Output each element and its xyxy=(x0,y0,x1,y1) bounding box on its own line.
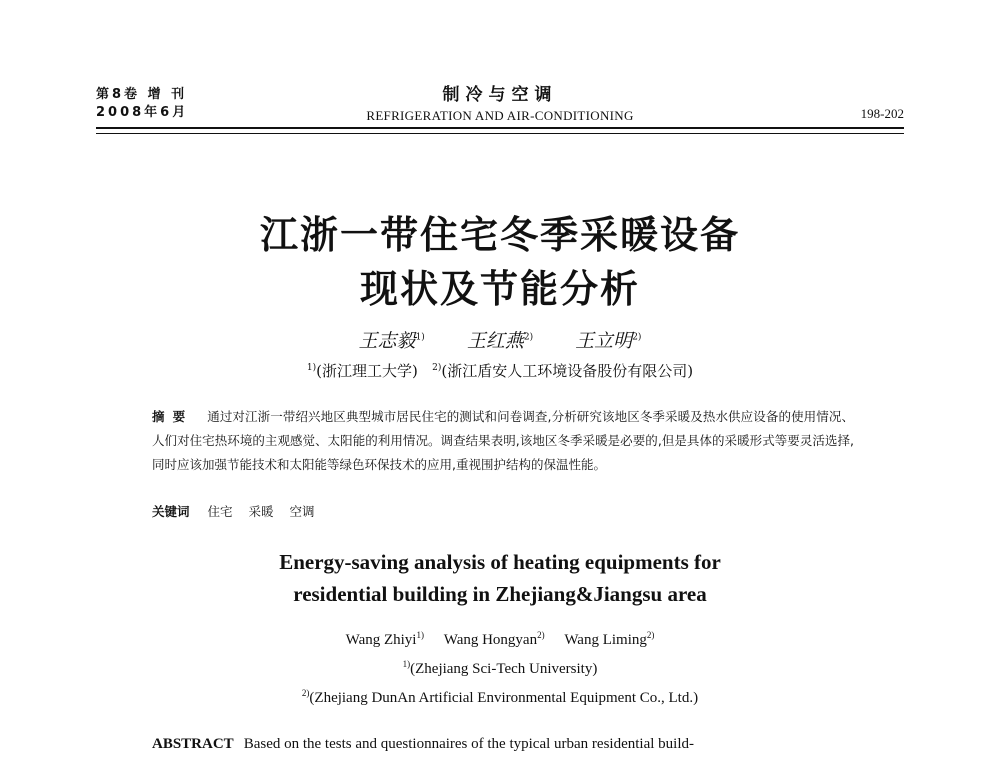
page-range: 198-202 xyxy=(860,106,904,121)
title-en-line-2: residential building in Zhejiang&Jiangsu area xyxy=(293,582,707,606)
keyword: 空调 xyxy=(289,504,315,519)
keyword: 采暖 xyxy=(248,504,274,519)
title-cn-line-2: 现状及节能分析 xyxy=(359,267,640,311)
abstract-en xyxy=(152,736,854,753)
paper-title-en xyxy=(0,546,1000,610)
affiliation-cn-2: (浙江盾安人工环境设备股份有限公司) xyxy=(441,362,694,380)
abstract-en-text: Based on the tests and questionnaires of the typical urban residential build- xyxy=(243,736,694,752)
abstract-cn-text: 通过对江浙一带绍兴地区典型城市居民住宅的测试和问卷调查,分析研究该地区冬季采暖及热水供应设备的使用情况、人们对住宅热环境的主观感觉、太阳能的利用情况。调查结果表明,该地区冬季采暖是必要的,但是具体的采暖形式等要灵活选择,同时应该加强节能技术和太阳能等绿色环保技术的应用,重视围护结构的保温性能。 xyxy=(152,409,854,472)
affiliation-en-1: $^{1)}$(Zhejiang Sci-Tech University) xyxy=(402,659,598,677)
keyword: 住宅 xyxy=(207,504,233,519)
issue-date: 2008年6月 xyxy=(96,105,189,120)
keywords-cn-label: 关键词 xyxy=(152,504,190,519)
authors-en xyxy=(0,630,1000,649)
author-en: Wang Hongyan$^{2)}$ xyxy=(443,630,545,648)
title-en-line-1: Energy-saving analysis of heating equipments for xyxy=(279,550,721,574)
author-cn: 王立明$^{2)}$ xyxy=(575,330,642,352)
affiliation-cn-1: (浙江理工大学) xyxy=(316,362,418,380)
volume-label: 第8卷 增 刊 xyxy=(96,87,188,102)
author-cn: 王志毅$^{1)}$ xyxy=(358,330,425,352)
abstract-cn-label: 摘要 xyxy=(152,409,194,424)
abstract-cn xyxy=(152,405,854,477)
affiliation-en-2: $^{2)}$(Zhejiang DunAn Artificial Environmental Equipment Co., Ltd.) xyxy=(301,688,699,706)
journal-name-cn: 制冷与空调 xyxy=(442,85,558,105)
author-en: Wang Zhiyi$^{1)}$ xyxy=(345,630,424,648)
journal-name xyxy=(0,80,1000,124)
affiliations-cn: $^{1)}$(浙江理工大学) $^{2)}$(浙江盾安人工环境设备股份有限公司) xyxy=(306,362,694,380)
header-rule-thin xyxy=(96,133,904,134)
authors-cn xyxy=(0,326,1000,353)
keywords-cn xyxy=(152,502,327,520)
header-rule-thick xyxy=(96,127,904,129)
journal-name-en: REFRIGERATION AND AIR-CONDITIONING xyxy=(366,108,634,123)
paper-title-cn xyxy=(0,208,1000,316)
author-en: Wang Liming$^{2)}$ xyxy=(564,630,655,648)
title-cn-line-1: 江浙一带住宅冬季采暖设备 xyxy=(259,213,740,257)
abstract-en-label: ABSTRACT xyxy=(152,736,234,752)
author-cn: 王红燕$^{2)}$ xyxy=(466,330,534,352)
